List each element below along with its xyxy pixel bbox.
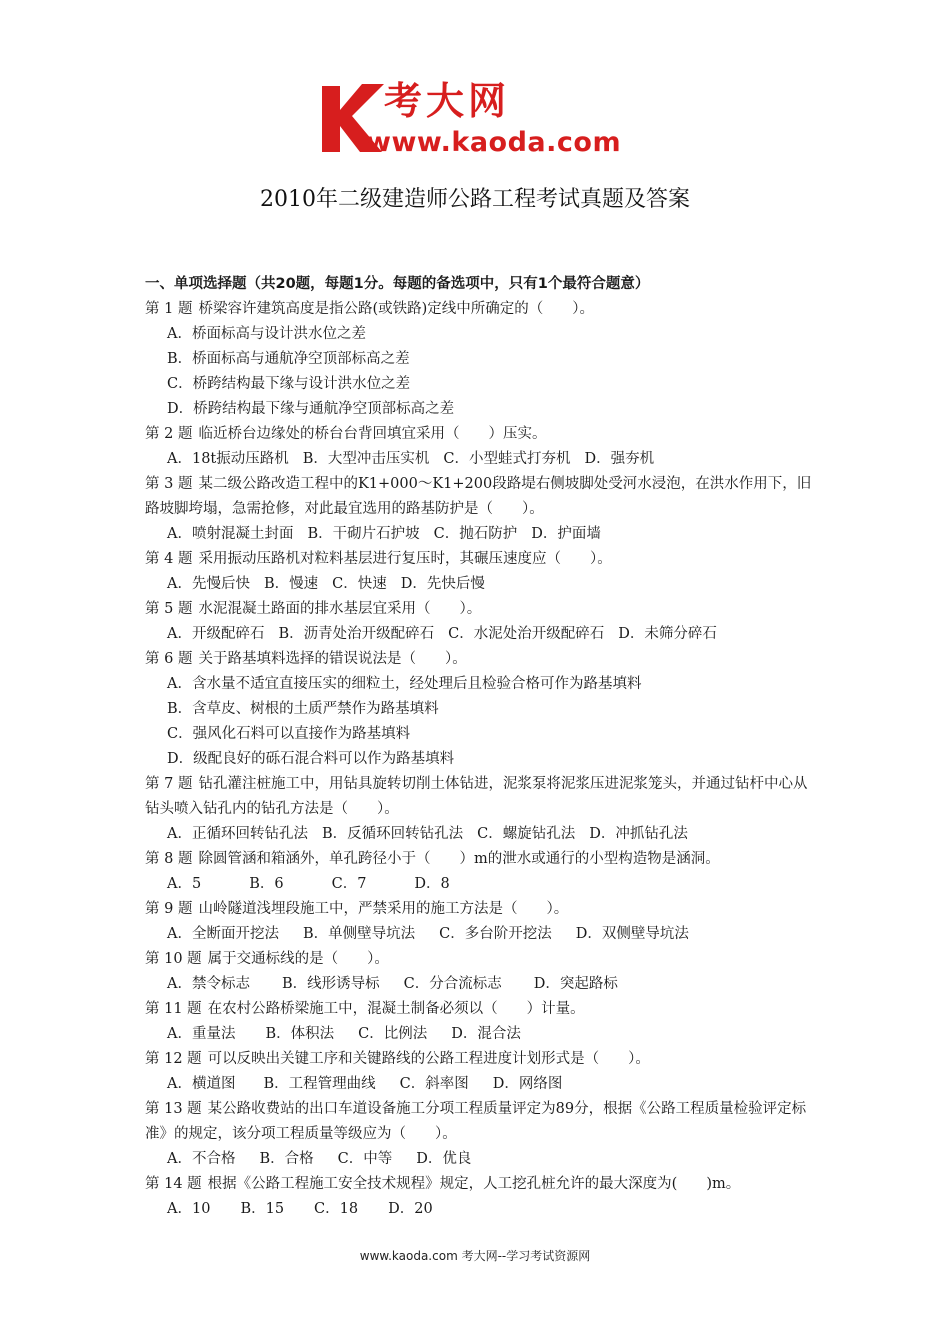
question-text: 某公路收费站的出口车道设备施工分项工程质量评定为89分，根据《公路工程质量检验评定标准》的规定，该分项工程质量等级应为（ ）。 xyxy=(145,1101,807,1142)
option-row xyxy=(145,572,815,597)
question-text: 在农村公路桥梁施工中，混凝土制备必须以（ ）计量。 xyxy=(207,1001,585,1017)
kaoda-logo xyxy=(318,80,638,160)
option: B．慢速 xyxy=(263,576,319,592)
question-number: 第 5 题 xyxy=(145,601,193,617)
option: C．水泥处治开级配碎石 xyxy=(448,626,605,642)
question-12 xyxy=(145,1047,815,1072)
question-number: 第 6 题 xyxy=(145,651,193,667)
option: A．5 xyxy=(167,876,202,892)
option: A．全断面开挖法 xyxy=(167,926,279,942)
option: D．网络图 xyxy=(492,1076,563,1092)
option-row xyxy=(145,922,815,947)
question-8 xyxy=(145,847,815,872)
question-number: 第 8 题 xyxy=(145,851,193,867)
question-11 xyxy=(145,997,815,1022)
question-number: 第 10 题 xyxy=(145,951,202,967)
option-row xyxy=(145,972,815,997)
question-text: 临近桥台边缘处的桥台台背回填宜采用（ ）压实。 xyxy=(198,426,547,442)
page-title: 2010年二级建造师公路工程考试真题及答案 xyxy=(260,187,690,212)
option-row xyxy=(145,1147,815,1172)
option: B．沥青处治开级配碎石 xyxy=(278,626,435,642)
question-2 xyxy=(145,422,815,447)
question-text: 某二级公路改造工程中的K1+000～K1+200段路堤右侧坡脚处受河水浸泡，在洪水作用下，旧路坡脚垮塌，急需抢修，对此最宜选用的路基防护是（ ）。 xyxy=(145,476,812,517)
question-text: 水泥混凝土路面的排水基层宜采用（ ）。 xyxy=(198,601,482,617)
question-text: 山岭隧道浅埋段施工中，严禁采用的施工方法是（ ）。 xyxy=(198,901,569,917)
question-text: 除圆管涵和箱涵外，单孔跨径小于（ ）m的泄水或通行的小型构造物是涵洞。 xyxy=(198,851,720,867)
question-text: 可以反映出关键工序和关键路线的公路工程进度计划形式是（ ）。 xyxy=(207,1051,650,1067)
logo-chinese-name: 考大网 xyxy=(384,79,511,123)
option: C．比例法 xyxy=(358,1026,428,1042)
option: D．优良 xyxy=(416,1151,472,1167)
option: C．18 xyxy=(314,1201,359,1217)
option: C．中等 xyxy=(337,1151,393,1167)
option: B．工程管理曲线 xyxy=(263,1076,376,1092)
option: C．快速 xyxy=(332,576,387,592)
option-row xyxy=(145,1022,815,1047)
option: B．含草皮、树根的土质严禁作为路基填料 xyxy=(167,701,439,717)
option: A．先慢后快 xyxy=(167,576,250,592)
option: C．7 xyxy=(331,876,367,892)
option: D．冲抓钻孔法 xyxy=(589,826,688,842)
question-number: 第 13 题 xyxy=(145,1101,202,1117)
question-text: 钻孔灌注桩施工中，用钻具旋转切削土体钻进，泥浆泵将泥浆压进泥浆笼头，并通过钻杆中心从钻头喷入钻孔内的钻孔方法是（ ）。 xyxy=(145,776,808,817)
option: B．大型冲击压实机 xyxy=(302,451,430,467)
question-number: 第 1 题 xyxy=(145,301,193,317)
question-number: 第 14 题 xyxy=(145,1176,202,1192)
option: D．桥跨结构最下缘与通航净空顶部标高之差 xyxy=(167,401,455,417)
option: B．反循环回转钻孔法 xyxy=(321,826,464,842)
exam-content xyxy=(145,272,815,1222)
option: A．含水量不适宜直接压实的细粒土，经处理后且检验合格可作为路基填料 xyxy=(167,676,642,692)
option: A．禁令标志 xyxy=(167,976,250,992)
option-row xyxy=(145,822,815,847)
option-row xyxy=(145,622,815,647)
option: A．桥面标高与设计洪水位之差 xyxy=(167,326,366,342)
question-9 xyxy=(145,897,815,922)
option-row xyxy=(145,872,815,897)
page-footer: www.kaoda.com 考大网--学习考试资源网 xyxy=(359,1249,591,1263)
question-1 xyxy=(145,297,815,322)
option-row xyxy=(145,1197,815,1222)
option: B．15 xyxy=(240,1201,285,1217)
question-text: 桥梁容许建筑高度是指公路(或铁路)定线中所确定的（ ）。 xyxy=(198,301,595,317)
option: D．突起路标 xyxy=(533,976,618,992)
option: D．级配良好的砾石混合料可以作为路基填料 xyxy=(167,751,455,767)
option: D．8 xyxy=(414,876,450,892)
option: C．斜率图 xyxy=(399,1076,469,1092)
question-7 xyxy=(145,772,815,822)
question-text: 属于交通标线的是（ ）。 xyxy=(207,951,389,967)
option-row xyxy=(145,1072,815,1097)
question-14 xyxy=(145,1172,815,1197)
option-row xyxy=(145,447,815,472)
question-3 xyxy=(145,472,815,522)
section-header: 一、单项选择题（共20题，每题1分。每题的备选项中，只有1个最符合题意） xyxy=(145,276,650,292)
question-number: 第 7 题 xyxy=(145,776,193,792)
question-text: 采用振动压路机对粒料基层进行复压时，其碾压速度应（ ）。 xyxy=(198,551,612,567)
option-row xyxy=(145,522,815,547)
option: D．双侧壁导坑法 xyxy=(575,926,689,942)
option: D．强夯机 xyxy=(584,451,655,467)
logo-url: www.kaoda.com xyxy=(366,127,622,158)
question-5 xyxy=(145,597,815,622)
option: D．先快后慢 xyxy=(400,576,485,592)
question-number: 第 11 题 xyxy=(145,1001,202,1017)
option: A．10 xyxy=(167,1201,211,1217)
question-13 xyxy=(145,1097,815,1147)
question-text: 根据《公路工程施工安全技术规程》规定，人工挖孔桩允许的最大深度为( )m。 xyxy=(207,1176,741,1192)
option: B．合格 xyxy=(259,1151,314,1167)
option: C．强风化石料可以直接作为路基填料 xyxy=(167,726,411,742)
option: B．干砌片石护坡 xyxy=(307,526,420,542)
option: C．多台阶开挖法 xyxy=(439,926,552,942)
option: B．体积法 xyxy=(265,1026,335,1042)
option: A．不合格 xyxy=(167,1151,236,1167)
option: A．正循环回转钻孔法 xyxy=(167,826,308,842)
option: A．18t振动压路机 xyxy=(167,451,289,467)
option: A．横道图 xyxy=(167,1076,236,1092)
option: B．6 xyxy=(249,876,284,892)
option: A．开级配碎石 xyxy=(167,626,265,642)
option: C．分合流标志 xyxy=(403,976,502,992)
option: D．护面墙 xyxy=(531,526,601,542)
option: C．抛石防护 xyxy=(433,526,518,542)
question-number: 第 2 题 xyxy=(145,426,193,442)
question-number: 第 3 题 xyxy=(145,476,193,492)
option: C．螺旋钻孔法 xyxy=(477,826,576,842)
question-6 xyxy=(145,647,815,672)
question-text: 关于路基填料选择的错误说法是（ ）。 xyxy=(198,651,467,667)
question-number: 第 12 题 xyxy=(145,1051,202,1067)
question-10 xyxy=(145,947,815,972)
option: D．20 xyxy=(388,1201,433,1217)
question-number: 第 9 题 xyxy=(145,901,193,917)
question-number: 第 4 题 xyxy=(145,551,193,567)
option: D．混合法 xyxy=(451,1026,521,1042)
option: B．单侧壁导坑法 xyxy=(302,926,416,942)
option: C．小型蛙式打夯机 xyxy=(443,451,571,467)
option: B．桥面标高与通航净空顶部标高之差 xyxy=(167,351,410,367)
option: B．线形诱导标 xyxy=(281,976,380,992)
option: C．桥跨结构最下缘与设计洪水位之差 xyxy=(167,376,411,392)
option: A．重量法 xyxy=(167,1026,236,1042)
option: A．喷射混凝土封面 xyxy=(167,526,294,542)
question-4 xyxy=(145,547,815,572)
option: D．未筛分碎石 xyxy=(618,626,717,642)
